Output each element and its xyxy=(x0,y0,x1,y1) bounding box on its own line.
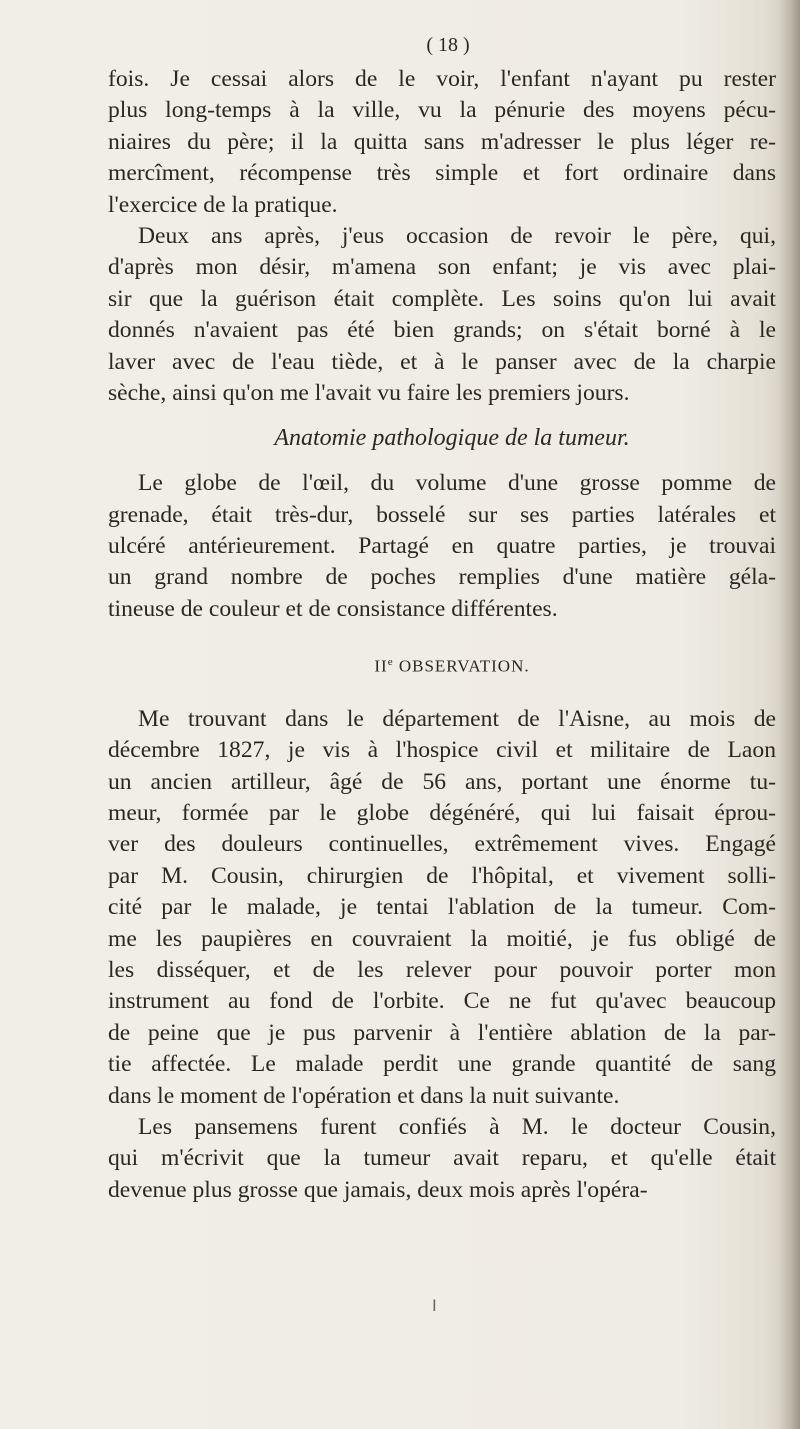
page-edge-shadow xyxy=(778,0,800,1429)
paragraph-group-3 xyxy=(108,704,776,1206)
text-line: d'après mon désir, m'amena son enfant; je vis avec plai- xyxy=(108,254,776,281)
paragraph-group-1 xyxy=(108,64,776,409)
text-line: dans le moment de l'opération et dans la nuit suivante. xyxy=(108,1082,620,1109)
paragraph-group-2 xyxy=(108,468,776,625)
text-line: un grand nombre de poches remplies d'une matière géla- xyxy=(108,564,776,591)
text-line: décembre 1827, je vis à l'hospice civil et militaire de Laon xyxy=(108,737,776,764)
text-line: de peine que je pus parvenir à l'entière ablation de la par- xyxy=(108,1019,776,1046)
text-line: sir que la guérison était complète. Les soins qu'on lui avait xyxy=(108,285,776,312)
text-line: Le globe de l'œil, du volume d'une grosse pomme de xyxy=(138,470,776,497)
text-line: niaires du père; il la quitta sans m'adresser le plus léger re- xyxy=(108,128,776,155)
text-line: Me trouvant dans le département de l'Aisne, au mois de xyxy=(138,705,776,732)
text-line: sèche, ainsi qu'on me l'avait vu faire les premiers jours. xyxy=(108,379,630,406)
text-line: un ancien artilleur, âgé de 56 ans, portant une énorme tu- xyxy=(108,768,776,795)
text-line: grenade, était très-dur, bosselé sur ses parties latérales et xyxy=(108,501,776,528)
paragraph-p2 xyxy=(108,221,776,409)
text-line: instrument au fond de l'orbite. Ce ne fut qu'avec beaucoup xyxy=(108,988,776,1015)
text-line: par M. Cousin, chirurgien de l'hôpital, et vivement solli- xyxy=(108,862,776,889)
page-number: ( 18 ) xyxy=(426,34,470,56)
text-line: les disséquer, et de les relever pour pouvoir porter mon xyxy=(108,957,776,984)
paragraph-p3 xyxy=(108,468,776,625)
text-line: ver des douleurs continuelles, extrêmement vives. Engagé xyxy=(108,831,776,858)
text-line: qui m'écrivit que la tumeur avait reparu, et qu'elle était xyxy=(108,1145,776,1172)
text-line: devenue plus grosse que jamais, deux mois après l'opéra- xyxy=(108,1176,648,1203)
text-line: donnés n'avaient pas été bien grands; on s'était borné à le xyxy=(108,317,776,344)
observation-label: OBSERVATION. xyxy=(398,656,530,676)
paragraph-p4 xyxy=(108,704,776,1112)
paragraph-p1 xyxy=(108,64,776,221)
text-line: Deux ans après, j'eus occasion de revoir le père, qui, xyxy=(138,222,776,249)
text-line: tineuse de couleur et de consistance différentes. xyxy=(108,595,558,622)
text-line: tie affectée. Le malade perdit une grande quantité de sang xyxy=(108,1051,776,1078)
book-text xyxy=(108,30,776,1206)
text-line: fois. Je cessai alors de le voir, l'enfant n'ayant pu rester xyxy=(108,66,776,92)
text-line: meur, formée par le globe dégénéré, qui lui faisait éprou- xyxy=(108,800,776,827)
text-line: me les paupières en couvraient la moitié, je fus obligé de xyxy=(108,925,776,952)
text-line: laver avec de l'eau tiède, et à le panser avec de la charpie xyxy=(108,348,776,375)
text-line: plus long-temps à la ville, vu la pénurie des moyens pécu- xyxy=(108,97,776,124)
section-heading: Anatomie pathologique de la tumeur. xyxy=(274,425,630,452)
observation-number-suffix: e xyxy=(387,656,394,669)
text-line: ulcéré antérieurement. Partagé en quatre parties, je trouvai xyxy=(108,533,776,560)
text-line: Les pansemens furent confiés à M. le docteur Cousin, xyxy=(138,1113,776,1140)
footer-mark: I xyxy=(432,1296,437,1315)
observation-heading xyxy=(108,647,776,682)
text-line: cité par le malade, je tentai l'ablation de la tumeur. Com- xyxy=(108,894,776,921)
observation-number: II xyxy=(374,656,388,676)
paragraph-p5 xyxy=(108,1112,776,1206)
text-line: mercîment, récompense très simple et fort ordinaire dans xyxy=(108,160,776,187)
text-line: l'exercice de la pratique. xyxy=(108,191,338,218)
